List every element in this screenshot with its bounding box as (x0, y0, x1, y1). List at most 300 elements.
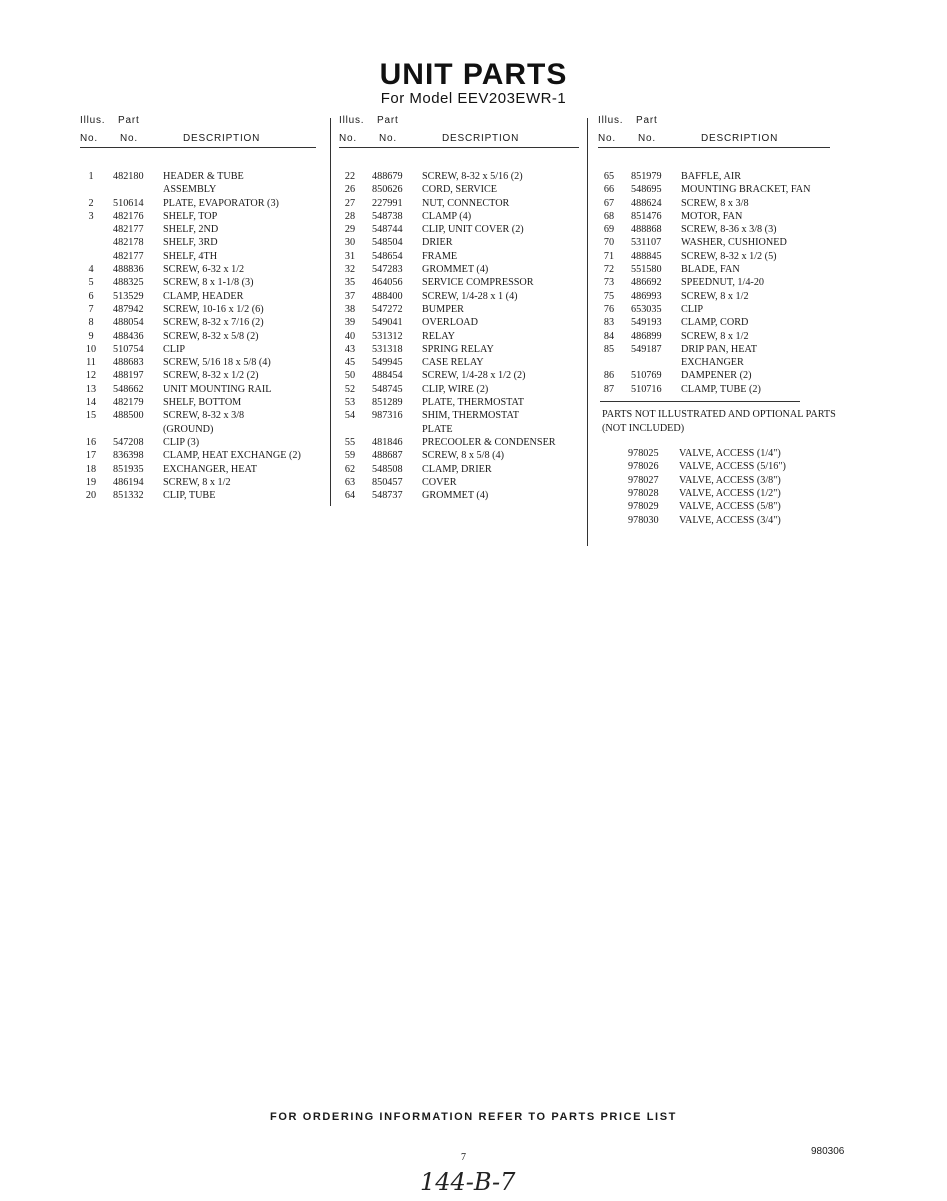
illus-number: 9 (88, 330, 94, 342)
parts-row (80, 356, 320, 369)
part-description: SCREW, 8 x 5/8 (4) (422, 450, 504, 462)
model-subtitle: For Model EEV203EWR-1 (380, 90, 567, 107)
parts-row (80, 170, 320, 183)
parts-row (339, 263, 579, 276)
parts-list (80, 170, 320, 502)
parts-row (80, 436, 320, 449)
parts-row (339, 463, 579, 476)
part-description: SCREW, 1/4-28 x 1 (4) (422, 290, 518, 302)
part-description: SCREW, 8-32 x 1/2 (5) (681, 250, 777, 262)
illus-number: 14 (85, 397, 97, 409)
illus-number: 38 (344, 303, 356, 315)
header-part: Part (377, 115, 399, 126)
part-number: 548654 (372, 250, 403, 262)
parts-row (80, 236, 320, 249)
part-number: 482176 (113, 210, 144, 222)
illus-number: 85 (603, 343, 615, 355)
part-description: SCREW, 6-32 x 1/2 (163, 264, 245, 276)
parts-row (80, 476, 320, 489)
parts-row (80, 290, 320, 303)
part-number: 547208 (113, 436, 144, 448)
part-description: MOUNTING BRACKET, FAN (681, 184, 811, 196)
part-number: 547283 (372, 264, 403, 276)
parts-row (339, 436, 579, 449)
part-description: SPRING RELAY (422, 343, 494, 355)
parts-row (339, 290, 579, 303)
part-description: SHELF, TOP (163, 210, 218, 222)
illus-number: 27 (344, 197, 356, 209)
part-description: VALVE, ACCESS (5/8") (679, 501, 781, 513)
optional-part-row (598, 514, 838, 527)
illus-number: 4 (88, 264, 94, 276)
parts-row (598, 223, 838, 236)
part-description: (GROUND) (163, 423, 214, 435)
part-description: EXCHANGER, HEAT (163, 463, 257, 475)
part-number: 482177 (113, 224, 144, 236)
parts-row (80, 343, 320, 356)
column-divider (330, 118, 331, 506)
parts-row (339, 396, 579, 409)
part-description: ASSEMBLY (163, 184, 217, 196)
illus-number: 50 (344, 370, 356, 382)
parts-row (598, 236, 838, 249)
parts-row (598, 356, 838, 369)
part-description: PLATE, THERMOSTAT (422, 397, 525, 409)
illus-number: 75 (603, 290, 615, 302)
part-number: 548508 (372, 463, 403, 475)
part-number: 486194 (113, 476, 144, 488)
part-description: SCREW, 8 x 1/2 (681, 330, 749, 342)
illus-number: 28 (344, 210, 356, 222)
part-description: SHIM, THERMOSTAT (422, 410, 519, 422)
part-description: VALVE, ACCESS (1/4") (679, 448, 781, 460)
illus-number: 59 (344, 450, 356, 462)
illus-number: 10 (85, 343, 97, 355)
part-number: 836398 (113, 450, 144, 462)
part-number: 653035 (631, 303, 662, 315)
document-code: 980306 (811, 1146, 845, 1157)
illus-number: 62 (344, 463, 356, 475)
illus-number: 84 (603, 330, 615, 342)
part-description: SCREW, 1/4-28 x 1/2 (2) (422, 370, 526, 382)
parts-row (339, 369, 579, 382)
header-part-no: No. (120, 133, 138, 144)
part-number: 987316 (372, 410, 403, 422)
parts-row (339, 489, 579, 502)
part-description: MOTOR, FAN (681, 210, 743, 222)
illus-number: 18 (85, 463, 97, 475)
illus-number: 16 (85, 436, 97, 448)
column-divider (587, 118, 588, 546)
parts-row (339, 383, 579, 396)
illus-number: 17 (85, 450, 97, 462)
part-number: 549187 (631, 343, 662, 355)
header-description: DESCRIPTION (183, 133, 261, 144)
part-number: 548737 (372, 490, 403, 502)
parts-row (339, 170, 579, 183)
parts-row (598, 210, 838, 223)
handwritten-note-image (418, 1166, 548, 1196)
header-part-no: No. (379, 133, 397, 144)
parts-row (598, 369, 838, 382)
part-description: SCREW, 8 x 3/8 (681, 197, 749, 209)
page-title: UNIT PARTS (379, 58, 568, 91)
parts-row (339, 210, 579, 223)
header-illus-no: No. (339, 133, 357, 144)
part-description: WASHER, CUSHIONED (681, 237, 787, 249)
parts-row (339, 183, 579, 196)
part-number: 488624 (631, 197, 662, 209)
handwritten-note-text: 144-B-7 (420, 1168, 516, 1196)
part-description: CLAMP (4) (422, 210, 472, 222)
part-number: 464056 (372, 277, 403, 289)
part-number: 851332 (113, 490, 144, 502)
part-number: 850626 (372, 184, 403, 196)
part-number: 488054 (113, 317, 144, 329)
part-description: HEADER & TUBE (163, 171, 244, 182)
part-number: 978026 (628, 461, 659, 473)
part-number: 486993 (631, 290, 662, 302)
part-number: 488679 (372, 171, 403, 182)
header-part: Part (118, 115, 140, 126)
parts-row (339, 223, 579, 236)
illus-number: 55 (344, 436, 356, 448)
parts-column-2 (339, 113, 579, 502)
part-number: 851979 (631, 171, 662, 182)
part-description: SCREW, 8-32 x 3/8 (163, 410, 245, 422)
part-number: 549945 (372, 357, 403, 369)
part-description: VALVE, ACCESS (3/8") (679, 474, 781, 486)
part-description: SHELF, 2ND (163, 224, 219, 236)
parts-row (598, 170, 838, 183)
part-description: BLADE, FAN (681, 264, 740, 276)
header-illus: Illus. (598, 115, 624, 126)
page-number: 7 (461, 1152, 466, 1163)
parts-row (598, 303, 838, 316)
illus-number: 19 (85, 476, 97, 488)
header-description: DESCRIPTION (442, 133, 520, 144)
column-header (80, 113, 320, 147)
part-description: GROMMET (4) (422, 490, 489, 502)
part-number: 482177 (113, 250, 144, 262)
ordering-footer: FOR ORDERING INFORMATION REFER TO PARTS PRICE LIST (270, 1111, 677, 1123)
part-description: CLAMP, TUBE (2) (681, 383, 761, 395)
part-description: VALVE, ACCESS (1/2") (679, 487, 781, 499)
part-number: 549193 (631, 317, 662, 329)
parts-row (598, 263, 838, 276)
parts-row (80, 197, 320, 210)
part-number: 978027 (628, 474, 659, 486)
part-description: SCREW, 8-36 x 3/8 (3) (681, 224, 777, 236)
parts-row (339, 330, 579, 343)
illus-number: 3 (88, 210, 94, 222)
parts-row (80, 223, 320, 236)
part-description: SCREW, 8 x 1-1/8 (3) (163, 277, 254, 289)
illus-number: 73 (603, 277, 615, 289)
illus-number: 40 (344, 330, 356, 342)
illus-number: 29 (344, 224, 356, 236)
part-number: 513529 (113, 290, 144, 302)
part-description: OVERLOAD (422, 317, 479, 329)
parts-row (80, 276, 320, 289)
parts-row (80, 330, 320, 343)
parts-row (80, 383, 320, 396)
header-illus: Illus. (80, 115, 106, 126)
part-number: 531318 (372, 343, 403, 355)
part-number: 482180 (113, 171, 144, 182)
parts-row (339, 250, 579, 263)
parts-row (598, 183, 838, 196)
parts-row (80, 263, 320, 276)
parts-row (598, 250, 838, 263)
parts-row (339, 343, 579, 356)
part-number: 549041 (372, 317, 403, 329)
part-description: CLAMP, HEADER (163, 290, 244, 302)
illus-number: 65 (603, 171, 615, 182)
parts-row (80, 489, 320, 502)
illus-number: 71 (603, 250, 615, 262)
part-number: 531107 (631, 237, 662, 249)
part-description: GROMMET (4) (422, 264, 489, 276)
illus-number: 7 (88, 303, 94, 315)
illus-number: 83 (603, 317, 615, 329)
parts-row (598, 276, 838, 289)
illus-number: 70 (603, 237, 615, 249)
part-description: CLIP, TUBE (163, 490, 216, 502)
part-description: SCREW, 8-32 x 1/2 (2) (163, 370, 259, 382)
part-number: 482179 (113, 397, 144, 409)
optional-part-row (598, 460, 838, 473)
part-description: NUT, CONNECTOR (422, 197, 510, 209)
header-illus-no: No. (80, 133, 98, 144)
parts-row (598, 290, 838, 303)
part-number: 978030 (628, 514, 659, 526)
parts-row (80, 250, 320, 263)
part-description: CLIP, UNIT COVER (2) (422, 224, 524, 236)
part-number: 488868 (631, 224, 662, 236)
part-number: 488436 (113, 330, 144, 342)
parts-row (598, 316, 838, 329)
illus-number: 26 (344, 184, 356, 196)
part-number: 978028 (628, 487, 659, 499)
illus-number: 64 (344, 490, 356, 502)
illus-number: 11 (86, 357, 96, 369)
part-number: 486899 (631, 330, 662, 342)
part-description: SCREW, 8-32 x 5/16 (2) (422, 171, 523, 182)
part-description: CORD, SERVICE (422, 184, 498, 196)
parts-row (598, 383, 838, 396)
optional-section-rule (600, 401, 800, 402)
part-number: 510716 (631, 383, 662, 395)
illus-number: 54 (344, 410, 356, 422)
illus-number: 20 (85, 490, 97, 502)
parts-row (339, 276, 579, 289)
part-number: 486692 (631, 277, 662, 289)
part-description: SHELF, 4TH (163, 250, 218, 262)
parts-list (339, 170, 579, 502)
part-number: 488400 (372, 290, 403, 302)
part-number: 487942 (113, 303, 144, 315)
parts-row (80, 369, 320, 382)
part-number: 548745 (372, 383, 403, 395)
part-description: SCREW, 5/16 18 x 5/8 (4) (163, 357, 271, 369)
part-number: 488845 (631, 250, 662, 262)
illus-number: 13 (85, 383, 97, 395)
column-header (339, 113, 579, 147)
parts-row (339, 356, 579, 369)
optional-part-row (598, 500, 838, 513)
part-number: 548504 (372, 237, 403, 249)
part-description: CLAMP, HEAT EXCHANGE (2) (163, 450, 301, 462)
illus-number: 12 (85, 370, 97, 382)
parts-row (339, 423, 579, 436)
illus-number: 87 (603, 383, 615, 395)
illus-number: 72 (603, 264, 615, 276)
parts-row (80, 303, 320, 316)
illus-number: 68 (603, 210, 615, 222)
part-description: CLIP (3) (163, 436, 200, 448)
part-description: PLATE (422, 423, 453, 435)
part-description: SCREW, 10-16 x 1/2 (6) (163, 303, 264, 315)
part-number: 548695 (631, 184, 662, 196)
part-description: CLAMP, DRIER (422, 463, 492, 475)
part-number: 488683 (113, 357, 144, 369)
illus-number: 45 (344, 357, 356, 369)
header-rule (339, 147, 579, 148)
optional-parts-list (598, 447, 838, 527)
part-description: BUMPER (422, 303, 464, 315)
parts-row (80, 423, 320, 436)
part-number: 227991 (372, 197, 403, 209)
parts-row (80, 183, 320, 196)
part-description: SCREW, 8 x 1/2 (163, 476, 231, 488)
part-number: 548662 (113, 383, 144, 395)
part-number: 481846 (372, 436, 403, 448)
part-description: DRIER (422, 237, 453, 249)
part-description: VALVE, ACCESS (3/4") (679, 514, 781, 526)
illus-number: 39 (344, 317, 356, 329)
parts-row (80, 409, 320, 422)
illus-number: 53 (344, 397, 356, 409)
part-description: PLATE, EVAPORATOR (3) (163, 197, 279, 209)
illus-number: 15 (85, 410, 97, 422)
illus-number: 52 (344, 383, 356, 395)
part-number: 978025 (628, 448, 659, 460)
parts-row (339, 409, 579, 422)
parts-row (339, 449, 579, 462)
part-description: CLAMP, CORD (681, 317, 749, 329)
part-number: 510614 (113, 197, 144, 209)
illus-number: 6 (88, 290, 94, 302)
part-description: SPEEDNUT, 1/4-20 (681, 277, 765, 289)
header-rule (598, 147, 830, 148)
part-number: 488325 (113, 277, 144, 289)
part-description: SCREW, 8 x 1/2 (681, 290, 749, 302)
parts-row (80, 316, 320, 329)
part-description: DAMPENER (2) (681, 370, 752, 382)
parts-row (339, 476, 579, 489)
part-number: 548744 (372, 224, 403, 236)
illus-number: 43 (344, 343, 356, 355)
part-description: SHELF, BOTTOM (163, 397, 242, 409)
part-number: 482178 (113, 237, 144, 249)
part-description: UNIT MOUNTING RAIL (163, 383, 272, 395)
illus-number: 5 (88, 277, 94, 289)
header-part-no: No. (638, 133, 656, 144)
optional-part-row (598, 447, 838, 460)
illus-number: 67 (603, 197, 615, 209)
part-number: 488500 (113, 410, 144, 422)
parts-row (80, 449, 320, 462)
part-number: 548738 (372, 210, 403, 222)
header-part: Part (636, 115, 658, 126)
part-description: VALVE, ACCESS (5/16") (679, 461, 786, 473)
parts-row (598, 197, 838, 210)
illus-number: 66 (603, 184, 615, 196)
illus-number: 2 (88, 197, 94, 209)
parts-row (598, 330, 838, 343)
column-header (598, 113, 838, 147)
part-number: 850457 (372, 476, 403, 488)
part-description: COVER (422, 476, 457, 488)
part-number: 488687 (372, 450, 403, 462)
part-description: SCREW, 8-32 x 7/16 (2) (163, 317, 264, 329)
handwritten-note (418, 1166, 548, 1201)
illus-number: 35 (344, 277, 356, 289)
part-description: SCREW, 8-32 x 5/8 (2) (163, 330, 259, 342)
parts-list (598, 170, 838, 396)
parts-row (80, 396, 320, 409)
part-description: FRAME (422, 250, 458, 262)
part-description: RELAY (422, 330, 456, 342)
parts-row (339, 303, 579, 316)
part-description: SHELF, 3RD (163, 237, 218, 249)
part-description: CLIP (163, 343, 186, 355)
parts-row (80, 210, 320, 223)
part-number: 488454 (372, 370, 403, 382)
header-illus-no: No. (598, 133, 616, 144)
parts-row (339, 316, 579, 329)
illus-number: 37 (344, 290, 356, 302)
illus-number: 22 (344, 171, 356, 182)
part-number: 978029 (628, 501, 659, 513)
parts-row (598, 343, 838, 356)
part-number: 547272 (372, 303, 403, 315)
part-description: CLIP, WIRE (2) (422, 383, 489, 395)
part-number: 851289 (372, 397, 403, 409)
part-description: CLIP (681, 303, 704, 315)
header-description: DESCRIPTION (701, 133, 779, 144)
illus-number: 31 (344, 250, 356, 262)
part-description: CASE RELAY (422, 357, 484, 369)
part-number: 510769 (631, 370, 662, 382)
illus-number: 63 (344, 476, 356, 488)
part-number: 510754 (113, 343, 144, 355)
illus-number: 8 (88, 317, 94, 329)
illus-number: 86 (603, 370, 615, 382)
parts-row (80, 463, 320, 476)
part-number: 488197 (113, 370, 144, 382)
part-description: DRIP PAN, HEAT (681, 343, 757, 355)
part-description: BAFFLE, AIR (681, 171, 742, 182)
part-number: 851935 (113, 463, 144, 475)
part-description: PRECOOLER & CONDENSER (422, 436, 556, 448)
header-rule (80, 147, 316, 148)
illus-number: 30 (344, 237, 356, 249)
parts-column-1 (80, 113, 320, 502)
optional-part-row (598, 474, 838, 487)
parts-row (339, 197, 579, 210)
